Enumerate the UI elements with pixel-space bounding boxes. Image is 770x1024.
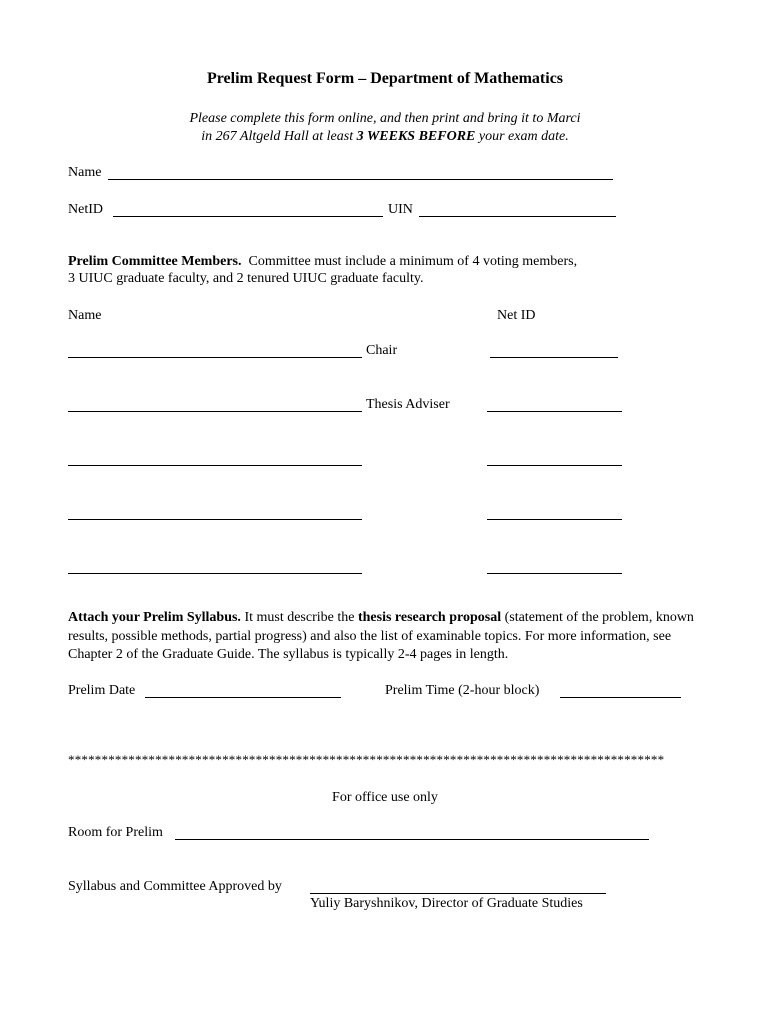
deadline-emphasis: 3 WEEKS BEFORE bbox=[356, 129, 476, 144]
role-label-adviser: Thesis Adviser bbox=[366, 397, 450, 412]
instruction-text-end: your exam date. bbox=[475, 129, 569, 144]
member-netid-field-4[interactable] bbox=[487, 519, 622, 520]
office-use-heading: For office use only bbox=[332, 790, 438, 805]
member-name-field-adviser[interactable] bbox=[68, 411, 362, 412]
instruction-line-2 bbox=[0, 128, 770, 146]
section-separator: ***************************************************************************************** bbox=[68, 752, 665, 767]
prelim-date-label: Prelim Date bbox=[68, 683, 136, 698]
prelim-time-label: Prelim Time (2-hour block) bbox=[385, 683, 540, 698]
prelim-date-field[interactable] bbox=[145, 697, 341, 698]
syllabus-instructions bbox=[68, 609, 708, 665]
member-name-field-5[interactable] bbox=[68, 573, 362, 574]
instruction-line-1: Please complete this form online, and then print and bring it to Marci bbox=[189, 111, 581, 126]
form-title: Prelim Request Form – Department of Mathematics bbox=[206, 70, 564, 87]
member-name-field-3[interactable] bbox=[68, 465, 362, 466]
member-netid-field-chair[interactable] bbox=[490, 357, 618, 358]
uin-label: UIN bbox=[388, 202, 413, 217]
uin-field[interactable] bbox=[419, 216, 616, 217]
approved-by-label: Syllabus and Committee Approved by bbox=[68, 879, 282, 894]
column-header-name: Name bbox=[68, 308, 102, 323]
syllabus-text-1: It must describe the bbox=[240, 610, 358, 625]
netid-label: NetID bbox=[68, 202, 103, 217]
committee-description bbox=[68, 253, 577, 271]
member-netid-field-3[interactable] bbox=[487, 465, 622, 466]
prelim-time-field[interactable] bbox=[560, 697, 681, 698]
member-netid-field-5[interactable] bbox=[487, 573, 622, 574]
name-label: Name bbox=[68, 165, 102, 180]
member-name-field-chair[interactable] bbox=[68, 357, 362, 358]
syllabus-emphasis: thesis research proposal bbox=[357, 610, 502, 625]
syllabus-heading: Attach your Prelim Syllabus. bbox=[68, 610, 241, 625]
room-field[interactable] bbox=[175, 839, 649, 840]
role-label-chair: Chair bbox=[366, 343, 398, 358]
committee-requirements-2: 3 UIUC graduate faculty, and 2 tenured UIUC graduate faculty. bbox=[68, 271, 424, 286]
room-label: Room for Prelim bbox=[68, 825, 163, 840]
committee-heading: Prelim Committee Members. bbox=[68, 254, 242, 269]
signatory-name: Yuliy Baryshnikov, Director of Graduate Studies bbox=[310, 896, 583, 911]
column-header-netid: Net ID bbox=[497, 308, 536, 323]
committee-requirements: Committee must include a minimum of 4 voting members, bbox=[248, 254, 578, 269]
member-name-field-4[interactable] bbox=[68, 519, 362, 520]
syllabus-text-2: (statement of the problem, known results, possible methods, partial progress) and also the list of examinable topics. For more information, see Chapter 2 of the Graduate Guide. The syllabus is typically 2-4 pages in length. bbox=[68, 610, 694, 662]
netid-field[interactable] bbox=[113, 216, 383, 217]
member-netid-field-adviser[interactable] bbox=[487, 411, 622, 412]
instruction-text: in 267 Altgeld Hall at least bbox=[201, 129, 357, 144]
approval-signature-field[interactable] bbox=[310, 893, 606, 894]
name-field[interactable] bbox=[108, 179, 613, 180]
